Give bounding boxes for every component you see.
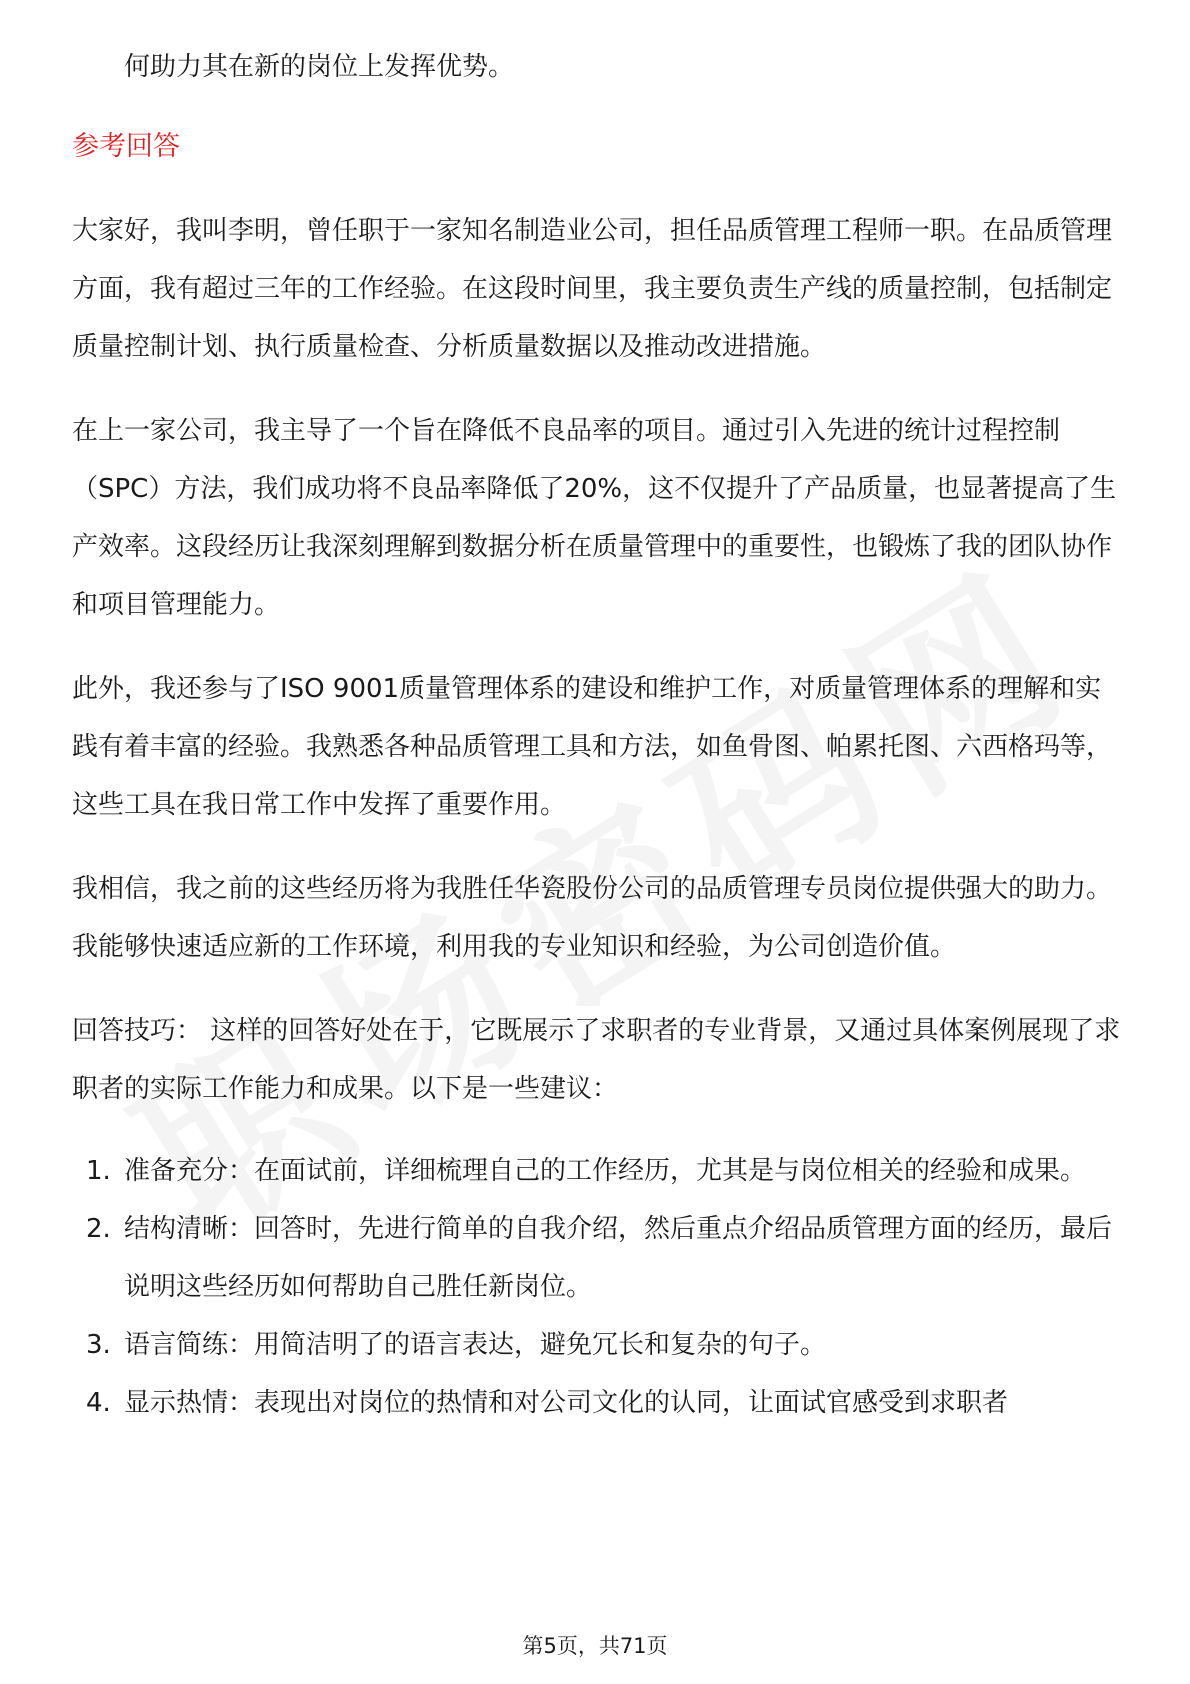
list-item-text: 准备充分：在面试前，详细梳理自己的工作经历，尤其是与岗位相关的经验和成果。 xyxy=(124,1156,1087,1186)
paragraph: 我相信，我之前的这些经历将为我胜任华瓷股份公司的品质管理专员岗位提供强大的助力。我能够快速适应新的工作环境，利用我的专业知识和经验，为公司创造价值。 xyxy=(72,874,1113,962)
list-item-text: 结构清晰：回答时，先进行简单的自我介绍，然后重点介绍品质管理方面的经历，最后说明这些经历如何帮助自己胜任新岗位。 xyxy=(124,1214,1113,1302)
page-number: 第5页，共71页 xyxy=(522,1634,668,1658)
continuation-text: 何助力其在新的岗位上发挥优势。 xyxy=(124,52,515,82)
list-item xyxy=(72,1142,1122,1200)
list-item xyxy=(72,1374,1122,1432)
list-number: 3. xyxy=(86,1330,111,1360)
page-content xyxy=(72,38,1122,1432)
list-item xyxy=(72,1316,1122,1374)
list-number: 1. xyxy=(86,1156,111,1186)
answer-tips-intro: 回答技巧： 这样的回答好处在于，它既展示了求职者的专业背景，又通过具体案例展现了求职者的实际工作能力和成果。以下是一些建议： xyxy=(72,1016,1121,1104)
tips-list xyxy=(72,1142,1122,1432)
list-item xyxy=(72,1200,1122,1316)
paragraph: 在上一家公司，我主导了一个旨在降低不良品率的项目。通过引入先进的统计过程控制（SPC）方法，我们成功将不良品率降低了20%，这不仅提升了产品质量，也显著提高了生产效率。这段经历让我深刻理解到数据分析在质量管理中的重要性，也锻炼了我的团队协作和项目管理能力。 xyxy=(72,416,1117,620)
list-number: 4. xyxy=(86,1388,111,1418)
list-item-text: 显示热情：表现出对岗位的热情和对公司文化的认同，让面试官感受到求职者 xyxy=(124,1388,1009,1418)
paragraph: 此外，我还参与了ISO 9001质量管理体系的建设和维护工作，对质量管理体系的理解和实践有着丰富的经验。我熟悉各种品质管理工具和方法，如鱼骨图、帕累托图、六西格玛等，这些工具在我日常工作中发挥了重要作用。 xyxy=(72,674,1113,820)
paragraph: 大家好，我叫李明，曾任职于一家知名制造业公司，担任品质管理工程师一职。在品质管理方面，我有超过三年的工作经验。在这段时间里，我主要负责生产线的质量控制，包括制定质量控制计划、执行质量检查、分析质量数据以及推动改进措施。 xyxy=(72,216,1113,362)
list-item-text: 语言简练：用简洁明了的语言表达，避免冗长和复杂的句子。 xyxy=(124,1330,827,1360)
list-number: 2. xyxy=(86,1214,111,1244)
section-heading: 参考回答 xyxy=(72,131,180,162)
